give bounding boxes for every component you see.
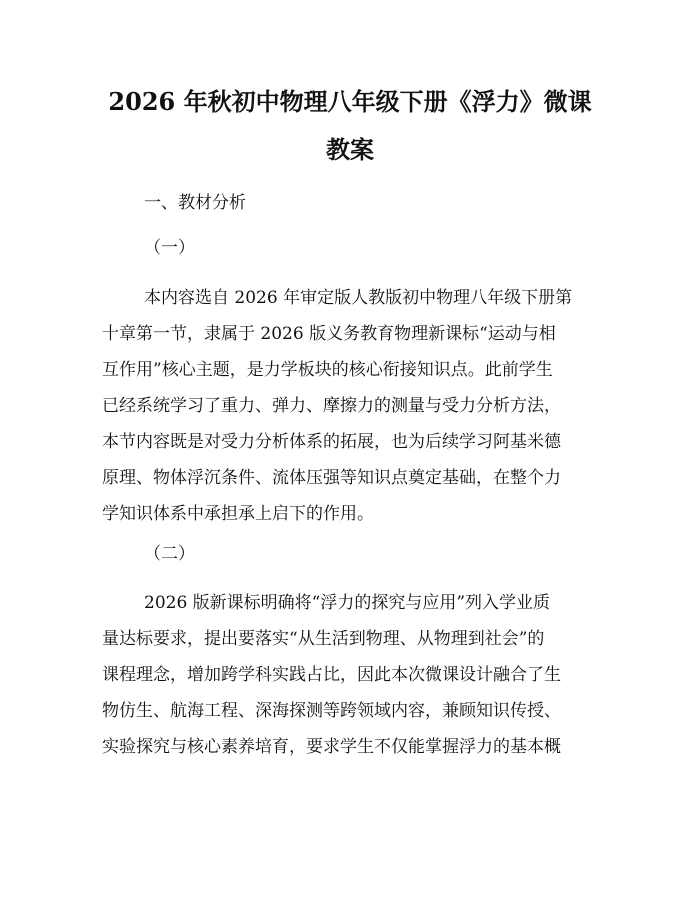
section-heading-textbook-analysis: 一、教材分析 [144,193,246,213]
paragraph-line: 十章第一节，隶属于 2026 版义务教育物理新课标“运动与相 [102,324,556,344]
paragraph-1 [102,280,602,532]
subsection-label-1: （一） [144,238,195,258]
paragraph-line: 物仿生、航海工程、深海探测等跨领域内容，兼顾知识传授、 [102,701,561,721]
subsection-label-2: （二） [144,544,195,564]
paragraph-line: 实验探究与核心素养培育，要求学生不仅能掌握浮力的基本概 [102,737,561,757]
paragraph-line: 本节内容既是对受力分析体系的拓展，也为后续学习阿基米德 [102,432,561,452]
paragraph-line: 本内容选自 2026 年审定版人教版初中物理八年级下册第 [144,288,573,308]
paragraph-line: 量达标要求，提出要落实“从生活到物理、从物理到社会”的 [102,629,545,649]
document-title-line-2: 教案 [326,135,374,164]
paragraph-line: 已经系统学习了重力、弹力、摩擦力的测量与受力分析方法， [102,396,561,416]
paragraph-line: 原理、物体浮沉条件、流体压强等知识点奠定基础，在整个力 [102,468,561,488]
paragraph-line: 课程理念，增加跨学科实践占比，因此本次微课设计融合了生 [102,665,561,685]
paragraph-line: 互作用”核心主题，是力学板块的核心衔接知识点。此前学生 [102,360,553,380]
paragraph-2 [102,585,602,765]
document-title-line-1: 2026 年秋初中物理八年级下册《浮力》微课 [108,87,592,116]
paragraph-line: 2026 版新课标明确将“浮力的探究与应用”列入学业质 [144,593,551,613]
paragraph-line: 学知识体系中承担承上启下的作用。 [102,504,374,524]
